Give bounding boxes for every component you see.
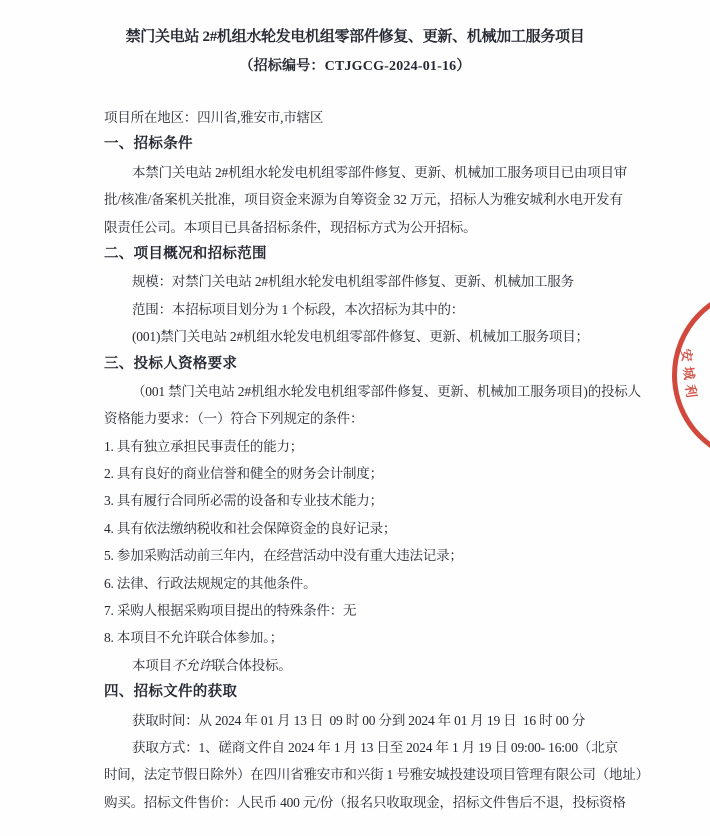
project-location-line: 项目所在地区：四川省,雅安市,市辖区 [104,110,324,125]
requirement-item-7: 7. 采购人根据采购项目提出的特殊条件：无 [104,603,357,619]
lot-line: (001)禁门关电站 2#机组水轮发电机组零部件修复、更新、机械加工服务项目； [132,329,589,345]
section-heading-2: 二、项目概况和招标范围 [104,245,267,262]
section-heading-4: 四、招标文件的获取 [104,684,238,701]
scope-line: 范围：本招标项目划分为 1 个标段，本次招标为其中的： [132,301,465,317]
requirement-item-5: 5. 参加采购活动前三年内，在经营活动中没有重大违法记录； [104,548,463,564]
requirement-item-4: 4. 具有依法缴纳税收和社会保障资金的良好记录； [104,520,397,536]
section-heading-3: 三、投标人资格要求 [104,355,238,372]
text-line: 批/核准/备案机关批准，项目资金来源为自筹资金 32 万元，招标人为雅安城利水电开发有 [104,192,623,208]
requirement-item-2: 2. 具有良好的商业信誉和健全的财务会计制度； [104,466,383,482]
section-heading-1: 一、招标条件 [104,136,193,153]
document-body [0,104,710,816]
requirement-item-3: 3. 具有履行合同所必需的设备和专业技术能力； [104,493,383,509]
scale-line: 规模：对禁门关电站 2#机组水轮发电机组零部件修复、更新、机械加工服务 [132,274,574,290]
requirement-item-1: 1. 具有独立承担民事责任的能力； [104,438,304,454]
note-post: 联合体投标。 [211,657,292,673]
document-title: 禁门关电站 2#机组水轮发电机组零部件修复、更新、机械加工服务项目 [125,29,585,45]
text-line: 限责任公司。本项目已具备招标条件，现招标方式为公开招标。 [104,219,477,235]
obtain-method-line: 获取方式：1、磋商文件自 2024 年 1 月 13 日至 2024 年 1 月 19 日 09:00- 16:00（北京 [132,739,618,755]
title-block [0,0,710,82]
requirement-item-8: 8. 本项目不允许联合体参加。； [104,630,284,646]
red-seal-stamp-text: 安城利 [678,347,700,404]
obtain-time-line: 获取时间：从 2024 年 01 月 13 日 09 时 00 分到 2024 年 01 月 19 日 16 时 00 分 [132,712,586,728]
text-line: 本禁门关电站 2#机组水轮发电机组零部件修复、更新、机械加工服务项目已由项目审 [132,164,628,180]
note-emphasis: 不允许 [171,657,212,673]
note-pre: 本项目 [132,657,172,673]
text-line: （001 禁门关电站 2#机组水轮发电机组零部件修复、更新、机械加工服务项目)的投标人 [132,383,641,399]
text-line: 购买。招标文件售价：人民币 400 元/份（报名只收取现金，招标文件售后不退，投标资格 [104,794,626,810]
text-line: 时间，法定节假日除外）在四川省雅安市和兴街 1 号雅安城投建设项目管理有限公司（地址） [104,767,649,783]
consortium-note-line [104,652,608,679]
text-line: 资格能力要求：（一）符合下列规定的条件： [104,411,364,427]
requirement-item-6: 6. 法律、行政法规规定的其他条件。 [104,575,317,591]
tender-number: （招标编号：CTJGCG-2024-01-16） [239,59,471,74]
